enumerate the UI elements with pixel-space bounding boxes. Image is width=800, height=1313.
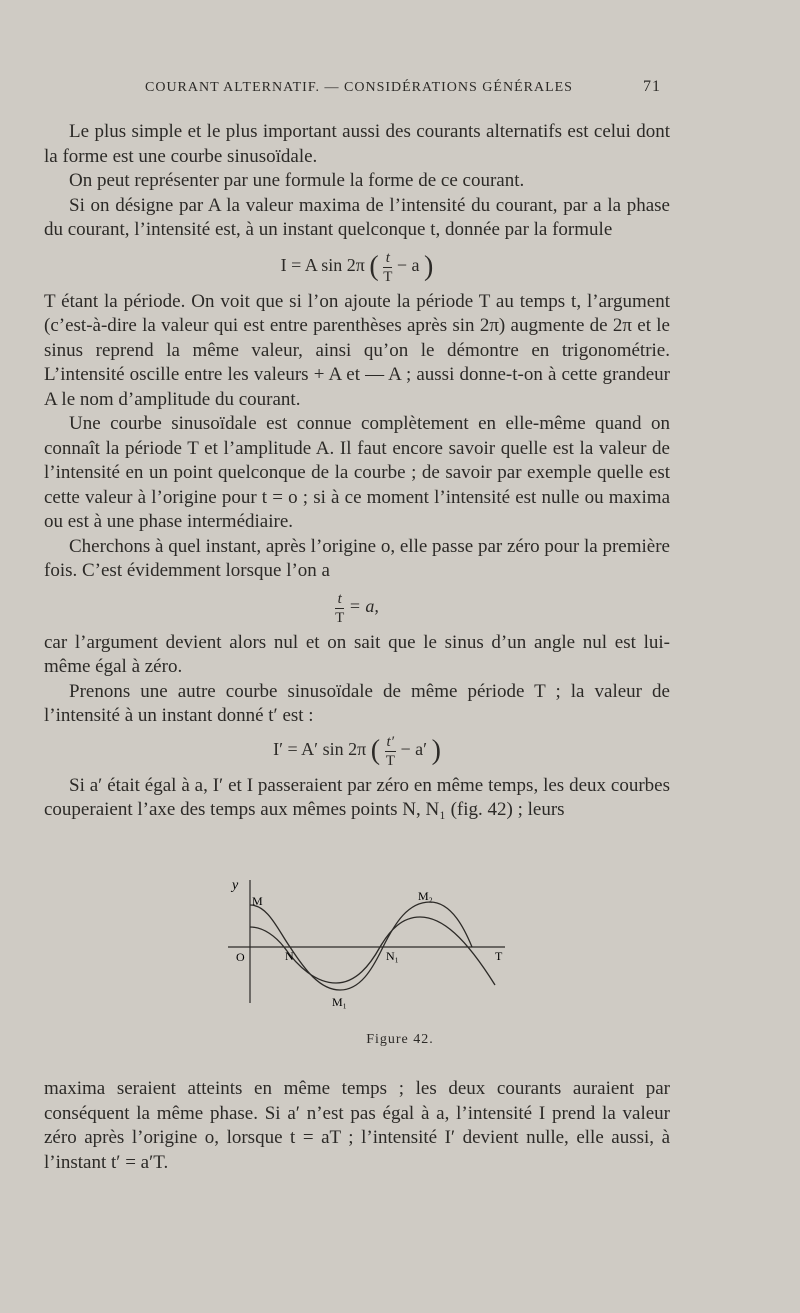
sine-curves-diagram bbox=[220, 875, 520, 1010]
text-block-top bbox=[44, 120, 670, 823]
paragraph-6: Cherchons à quel instant, après l’origine o, elle passe par zéro pour la première fois. C’est évidemment lorsque l’on a bbox=[44, 535, 670, 581]
label-m1: M₁ bbox=[332, 995, 347, 1009]
formula-1-fraction bbox=[383, 249, 392, 286]
paragraph-10: maxima seraient atteints en même temps ; les deux courants auraient par conséquent la même phase. Si a′ n’est pas égal à a, l’intensité I prend la valeur zéro après l’origine o, lorsque t = aT ; l’intensité I′ devient nulle, elle aussi, à l’instant t′ = a′T. bbox=[44, 1078, 670, 1173]
formula-1-left: I = A sin 2π bbox=[280, 255, 365, 276]
running-title: COURANT ALTERNATIF. — CONSIDÉRATIONS GÉNÉRALES bbox=[145, 80, 573, 95]
formula-3-right: − a′ bbox=[400, 739, 428, 760]
label-y: y bbox=[232, 878, 239, 893]
label-t: T bbox=[495, 949, 503, 963]
label-m2: M₂ bbox=[418, 889, 433, 903]
paragraph-9: Si a′ était égal à a, I′ et I passeraient par zéro en même temps, les deux courbes couperaient l’axe des temps aux mêmes points N, N₁ (fig. 42) ; leurs bbox=[44, 774, 670, 820]
formula-1-numerator: t bbox=[383, 249, 392, 268]
formula-2-numerator: t bbox=[335, 590, 344, 609]
formula-2-right: = a, bbox=[348, 596, 379, 617]
paragraph-2: On peut représenter par une formule la forme de ce courant. bbox=[69, 170, 525, 191]
paragraph-4: T étant la période. On voit que si l’on ajoute la période T au temps t, l’argument (c’est-à-dire la valeur qui est entre parenthèses après sin 2π) augmente de 2π et le sinus reprend la même valeur, ainsi qu’on le démontre en trigonométrie. L’intensité oscille entre les valeurs + A et — A ; aussi donne-t-on à cette grandeur A le nom d’amplitude du courant. bbox=[44, 290, 670, 410]
paragraph-8: Prenons une autre courbe sinusoïdale de même période T ; la valeur de l’intensité à un instant donné t′ est : bbox=[44, 680, 670, 726]
paragraph-1: Le plus simple et le plus important aussi des courants alternatifs est celui dont la forme est une courbe sinusoïdale. bbox=[44, 121, 670, 167]
formula-1-right: − a bbox=[396, 255, 420, 276]
paragraph-7: car l’argument devient alors nul et on sait que le sinus d’un angle nul est lui-même égal à zéro. bbox=[44, 631, 670, 677]
label-n1: N₁ bbox=[386, 949, 399, 963]
text-block-bottom bbox=[44, 1077, 670, 1175]
paragraph-3: Si on désigne par A la valeur maxima de l’intensité du courant, par a la phase du courant, l’intensité est, à un instant quelconque t, donnée par la formule bbox=[44, 194, 670, 240]
formula-2-denominator: T bbox=[335, 609, 345, 626]
formula-3-left: I′ = A′ sin 2π bbox=[273, 739, 367, 760]
formula-2 bbox=[44, 590, 670, 627]
formula-2-fraction bbox=[335, 590, 344, 627]
formula-1: I = A sin 2π ( $\frac{t}{T}$ − a ) bbox=[280, 249, 434, 285]
page-number: 71 bbox=[643, 78, 661, 95]
label-m: M bbox=[252, 894, 263, 908]
figure-42 bbox=[220, 875, 520, 1010]
running-header bbox=[0, 78, 800, 102]
formula-3-fraction bbox=[385, 733, 396, 770]
formula-1-denominator: T bbox=[383, 268, 393, 285]
figure-caption: Figure 42. bbox=[366, 1032, 434, 1047]
formula-3-numerator: t′ bbox=[386, 733, 394, 750]
label-o: O bbox=[236, 950, 245, 964]
formula-3: I′ = A′ sin 2π ( $\frac{t'}{T}$ − a′ ) bbox=[273, 733, 441, 769]
paragraph-5: Une courbe sinusoïdale est connue complètement en elle-même quand on connaît la période T et l’amplitude A. Il faut encore savoir quelle est la valeur de l’intensité en un point quelconque de la courbe ; de savoir par exemple quelle est cette valeur à l’origine pour t = o ; si à ce moment l’intensité est nulle ou maxima ou est à une phase intermédiaire. bbox=[44, 413, 670, 532]
label-n: N bbox=[285, 949, 294, 963]
formula-3-denominator: T bbox=[385, 752, 395, 769]
